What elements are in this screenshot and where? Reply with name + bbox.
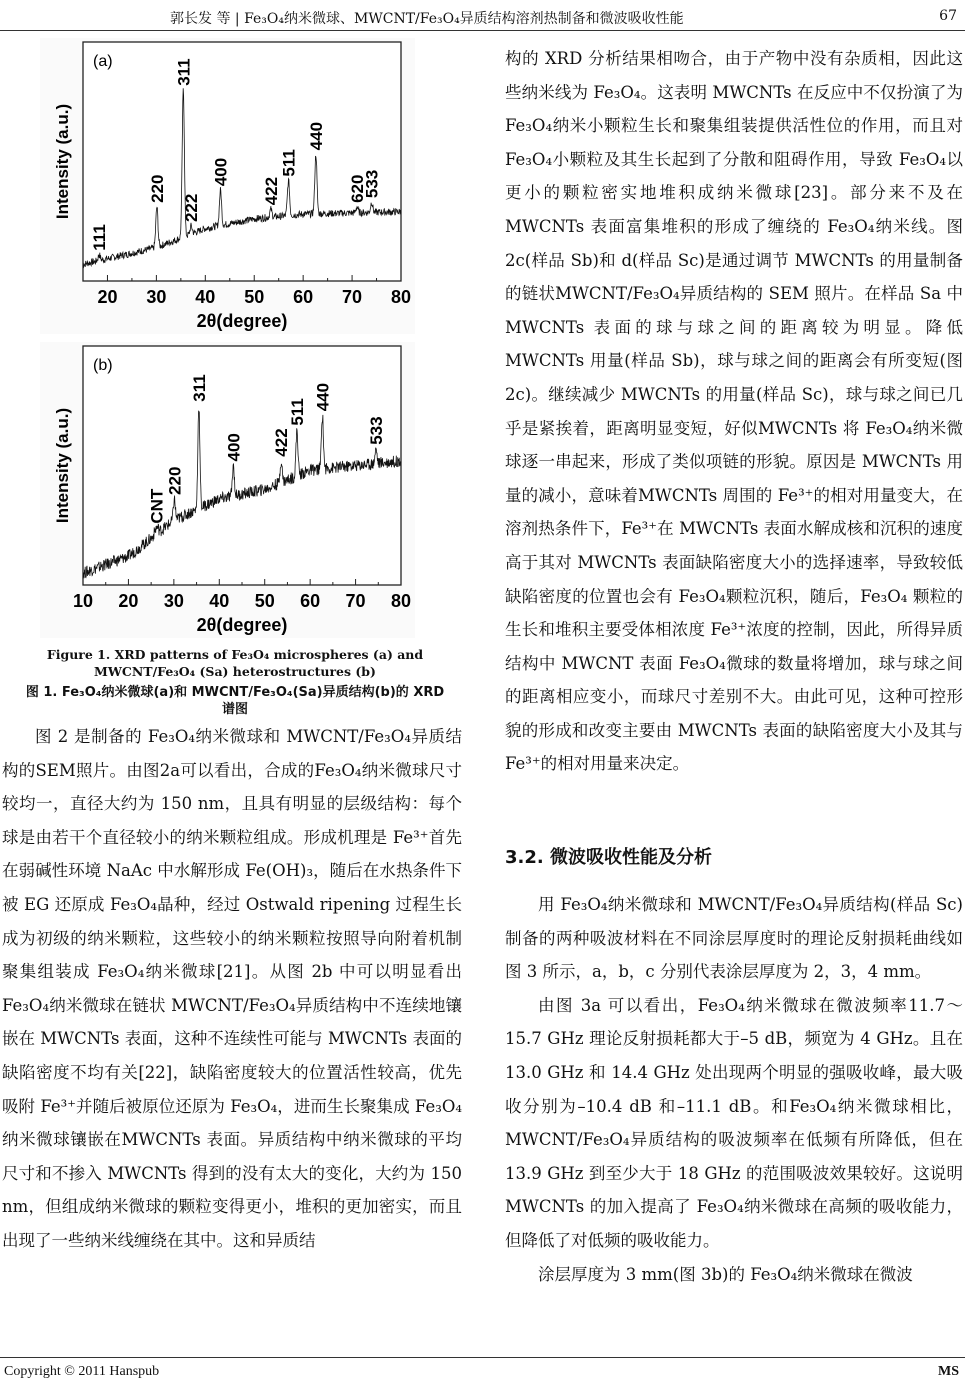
x-tick-label: 60 — [300, 591, 321, 611]
x-tick-label: 70 — [345, 591, 366, 611]
x-tick-label: 30 — [163, 591, 184, 611]
x-tick-label: 40 — [209, 591, 230, 611]
panel-label: (a) — [93, 53, 113, 70]
paragraph: 用 Fe₃O₄纳米微球和 MWCNT/Fe₃O₄异质结构(样品 Sc)制备的两种吸波材料在不同涂层厚度时的理论反射损耗曲线如图 3 所示，a，b，c 分别代表涂层厚度为 2，3，4 mm。 — [505, 895, 963, 982]
figure-caption-zh: 图 1. Fe₃O₄纳米微球(a)和 MWCNT/Fe₃O₄(Sa)异质结构(b)的 XRD 谱图 — [25, 685, 445, 717]
peak-label: 311 — [189, 374, 209, 402]
y-axis-label: Intensity (a.u.) — [53, 103, 72, 220]
xrd-chart-a — [40, 38, 418, 336]
x-tick-label: 20 — [118, 591, 139, 611]
y-axis-label: Intensity (a.u.) — [53, 407, 72, 524]
peak-label: 422 — [261, 176, 281, 206]
running-header — [0, 4, 965, 31]
page-footer — [0, 1357, 965, 1379]
peak-label: 220 — [165, 466, 185, 495]
peak-label: 400 — [211, 157, 231, 187]
peak-label: 440 — [313, 382, 333, 412]
section-heading: 3.2. 微波吸收性能及分析 — [505, 847, 712, 868]
x-tick-label: 40 — [195, 287, 216, 307]
left-column — [2, 720, 462, 1258]
peak-label: 222 — [182, 193, 202, 223]
journal-abbrev: MS — [938, 1364, 959, 1379]
peak-label: 220 — [147, 174, 167, 203]
peak-label: 511 — [287, 398, 307, 426]
paragraph: 构的 XRD 分析结果相吻合，由于产物中没有杂质相，因此这些纳米线为 Fe₃O₄。这表明 MWCNTs 在反应中不仅扮演了为 Fe₃O₄纳米小颗粒生长和聚集组装提供活性位的作用，而且对 Fe₃O₄小颗粒及其生长起到了分散和阻碍作用，导致 Fe₃O₄以更小的颗粒密实地堆积成纳米微球[23]。部分来不及在 MWCNTs 表面富集堆积的形成了缠绕的 Fe₃O₄纳米线。图 2c(样品 Sb)和 d(样品 Sc)是通过调节 MWCNTs 的用量制备的链状MWCNT/Fe₃O₄异质结构的 SEM 照片。在样品 Sa 中MWCNTs 表面的球与球之间的距离较为明显。降低MWCNTs 用量(样品 Sb)，球与球之间的距离会有所变短(图 2c)。继续减少 MWCNTs 的用量(样品 Sc)，球与球之间已几乎是紧挨着，距离明显变短，好似MWCNTs 将 Fe₃O₄纳米微球逐一串起来，形成了类似项链的形貌。原因是 MWCNTs 用量的减小，意味着MWCNTs 周围的 Fe³⁺的相对用量变大，在溶剂热条件下，Fe³⁺在 MWCNTs 表面水解成核和沉积的速度高于其对 MWCNTs 表面缺陷密度大小的选择速率，导致较低缺陷密度的位置也会有 Fe₃O₄颗粒沉积，随后，Fe₃O₄ 颗粒的生长和堆积主要受体相浓度 Fe³⁺浓度的控制，因此，所得异质结构中 MWCNT 表面 Fe₃O₄微球的数量将增加，球与球之间的距离相应变小，而球尺寸差别不大。由此可见，这种可控形貌的形成和改变主要由 MWCNTs 表面的缺陷密度大小及其与 Fe³⁺的相对用量来决定。 — [505, 49, 963, 774]
peak-label: 400 — [224, 433, 244, 462]
header-title: 郭长发 等 | Fe₃O₄纳米微球、MWCNT/Fe₃O₄异质结构溶剂热制备和微波吸收性能 — [170, 11, 684, 27]
x-tick-label: 30 — [146, 287, 167, 307]
x-tick-label: 80 — [390, 591, 412, 611]
x-tick-label: 50 — [254, 591, 275, 611]
page-number: 67 — [939, 8, 957, 24]
peak-label: 620 — [347, 174, 367, 203]
peak-label: 422 — [272, 428, 292, 457]
copyright: Copyright © 2011 Hanspub — [4, 1364, 160, 1379]
paragraph: 图 2 是制备的 Fe₃O₄纳米微球和 MWCNT/Fe₃O₄异质结构的SEM照片。由图2a可以看出，合成的Fe₃O₄纳米微球尺寸较均一，直径大约为 150 nm，且具有明显的层级结构：每个球是由若干个直径较小的纳米颗粒组成。形成机理是 Fe³⁺首先在弱碱性环境 NaAc 中水解形成 Fe(OH)₃，随后在水热条件下被 EG 还原成 Fe₃O₄晶种，经过 Ostwald ripening 过程生长成为初级的纳米颗粒，这些较小的纳米颗粒按照导向附着机制聚集组装成 Fe₃O₄纳米微球[21]。从图 2b 中可以明显看出 Fe₃O₄纳米微球在链状 MWCNT/Fe₃O₄异质结构中不连续地镶嵌在 MWCNTs 表面，这种不连续性可能与 MWCNTs 表面的缺陷密度不均有关[22]，缺陷密度较大的位置活性较高，优先吸附 Fe³⁺并随后被原位还原为 Fe₃O₄，进而生长聚集成 Fe₃O₄纳米微球镶嵌在MWCNTs 表面。异质结构中纳米微球的平均尺寸和不掺入 MWCNTs 得到的没有太大的变化，大约为 150 nm，但组成纳米微球的颗粒变得更小，堆积的更加密实，而且出现了一些纳米线缠绕在其中。这和异质结 — [2, 727, 462, 1250]
x-tick-label: 50 — [244, 287, 265, 307]
plot-frame — [83, 42, 401, 281]
peak-label: 511 — [279, 149, 299, 177]
paragraph: 由图 3a 可以看出，Fe₃O₄纳米微球在微波频率11.7～15.7 GHz 理论反射损耗都大于–5 dB，频宽为 4 GHz。且在 13.0 GHz 和 14.4 GHz 处出现两个明显的强吸收峰，最大吸收分别为–10.4 dB 和–11.1 dB。和Fe₃O₄纳米微球相比，MWCNT/Fe₃O₄异质结构的吸波频率在低频有所降低，但在 13.9 GHz 到至少大于 18 GHz 的范围吸波效果较好。这说明 MWCNTs 的加入提高了 Fe₃O₄纳米微球在高频的吸收能力，但降低了对低频的吸收能力。 — [505, 995, 963, 1250]
x-axis-label: 2θ(degree) — [196, 311, 288, 331]
figure-caption-en: Figure 1. XRD patterns of Fe₃O₄ microspheres (a) and MWCNT/Fe₃O₄ (Sa) heterostructures (b) — [46, 647, 424, 679]
x-axis-label: 2θ(degree) — [196, 615, 288, 635]
right-column-bottom — [505, 888, 963, 1291]
x-tick-label: 70 — [342, 287, 363, 307]
peak-label: CNT — [147, 488, 167, 524]
paragraph: 涂层厚度为 3 mm(图 3b)的 Fe₃O₄纳米微球在微波 — [538, 1264, 913, 1284]
panel-label: (b) — [93, 357, 113, 374]
peak-label: 311 — [174, 58, 194, 86]
peak-label: 111 — [90, 224, 110, 251]
x-tick-label: 60 — [293, 287, 314, 307]
peak-label: 533 — [362, 169, 382, 199]
x-tick-label: 80 — [390, 287, 412, 307]
x-tick-label: 20 — [97, 287, 118, 307]
x-tick-label: 10 — [72, 591, 94, 611]
peak-label: 533 — [367, 416, 387, 445]
peak-label: 440 — [306, 121, 326, 151]
right-column-top — [505, 42, 963, 781]
xrd-chart-b — [40, 342, 418, 640]
